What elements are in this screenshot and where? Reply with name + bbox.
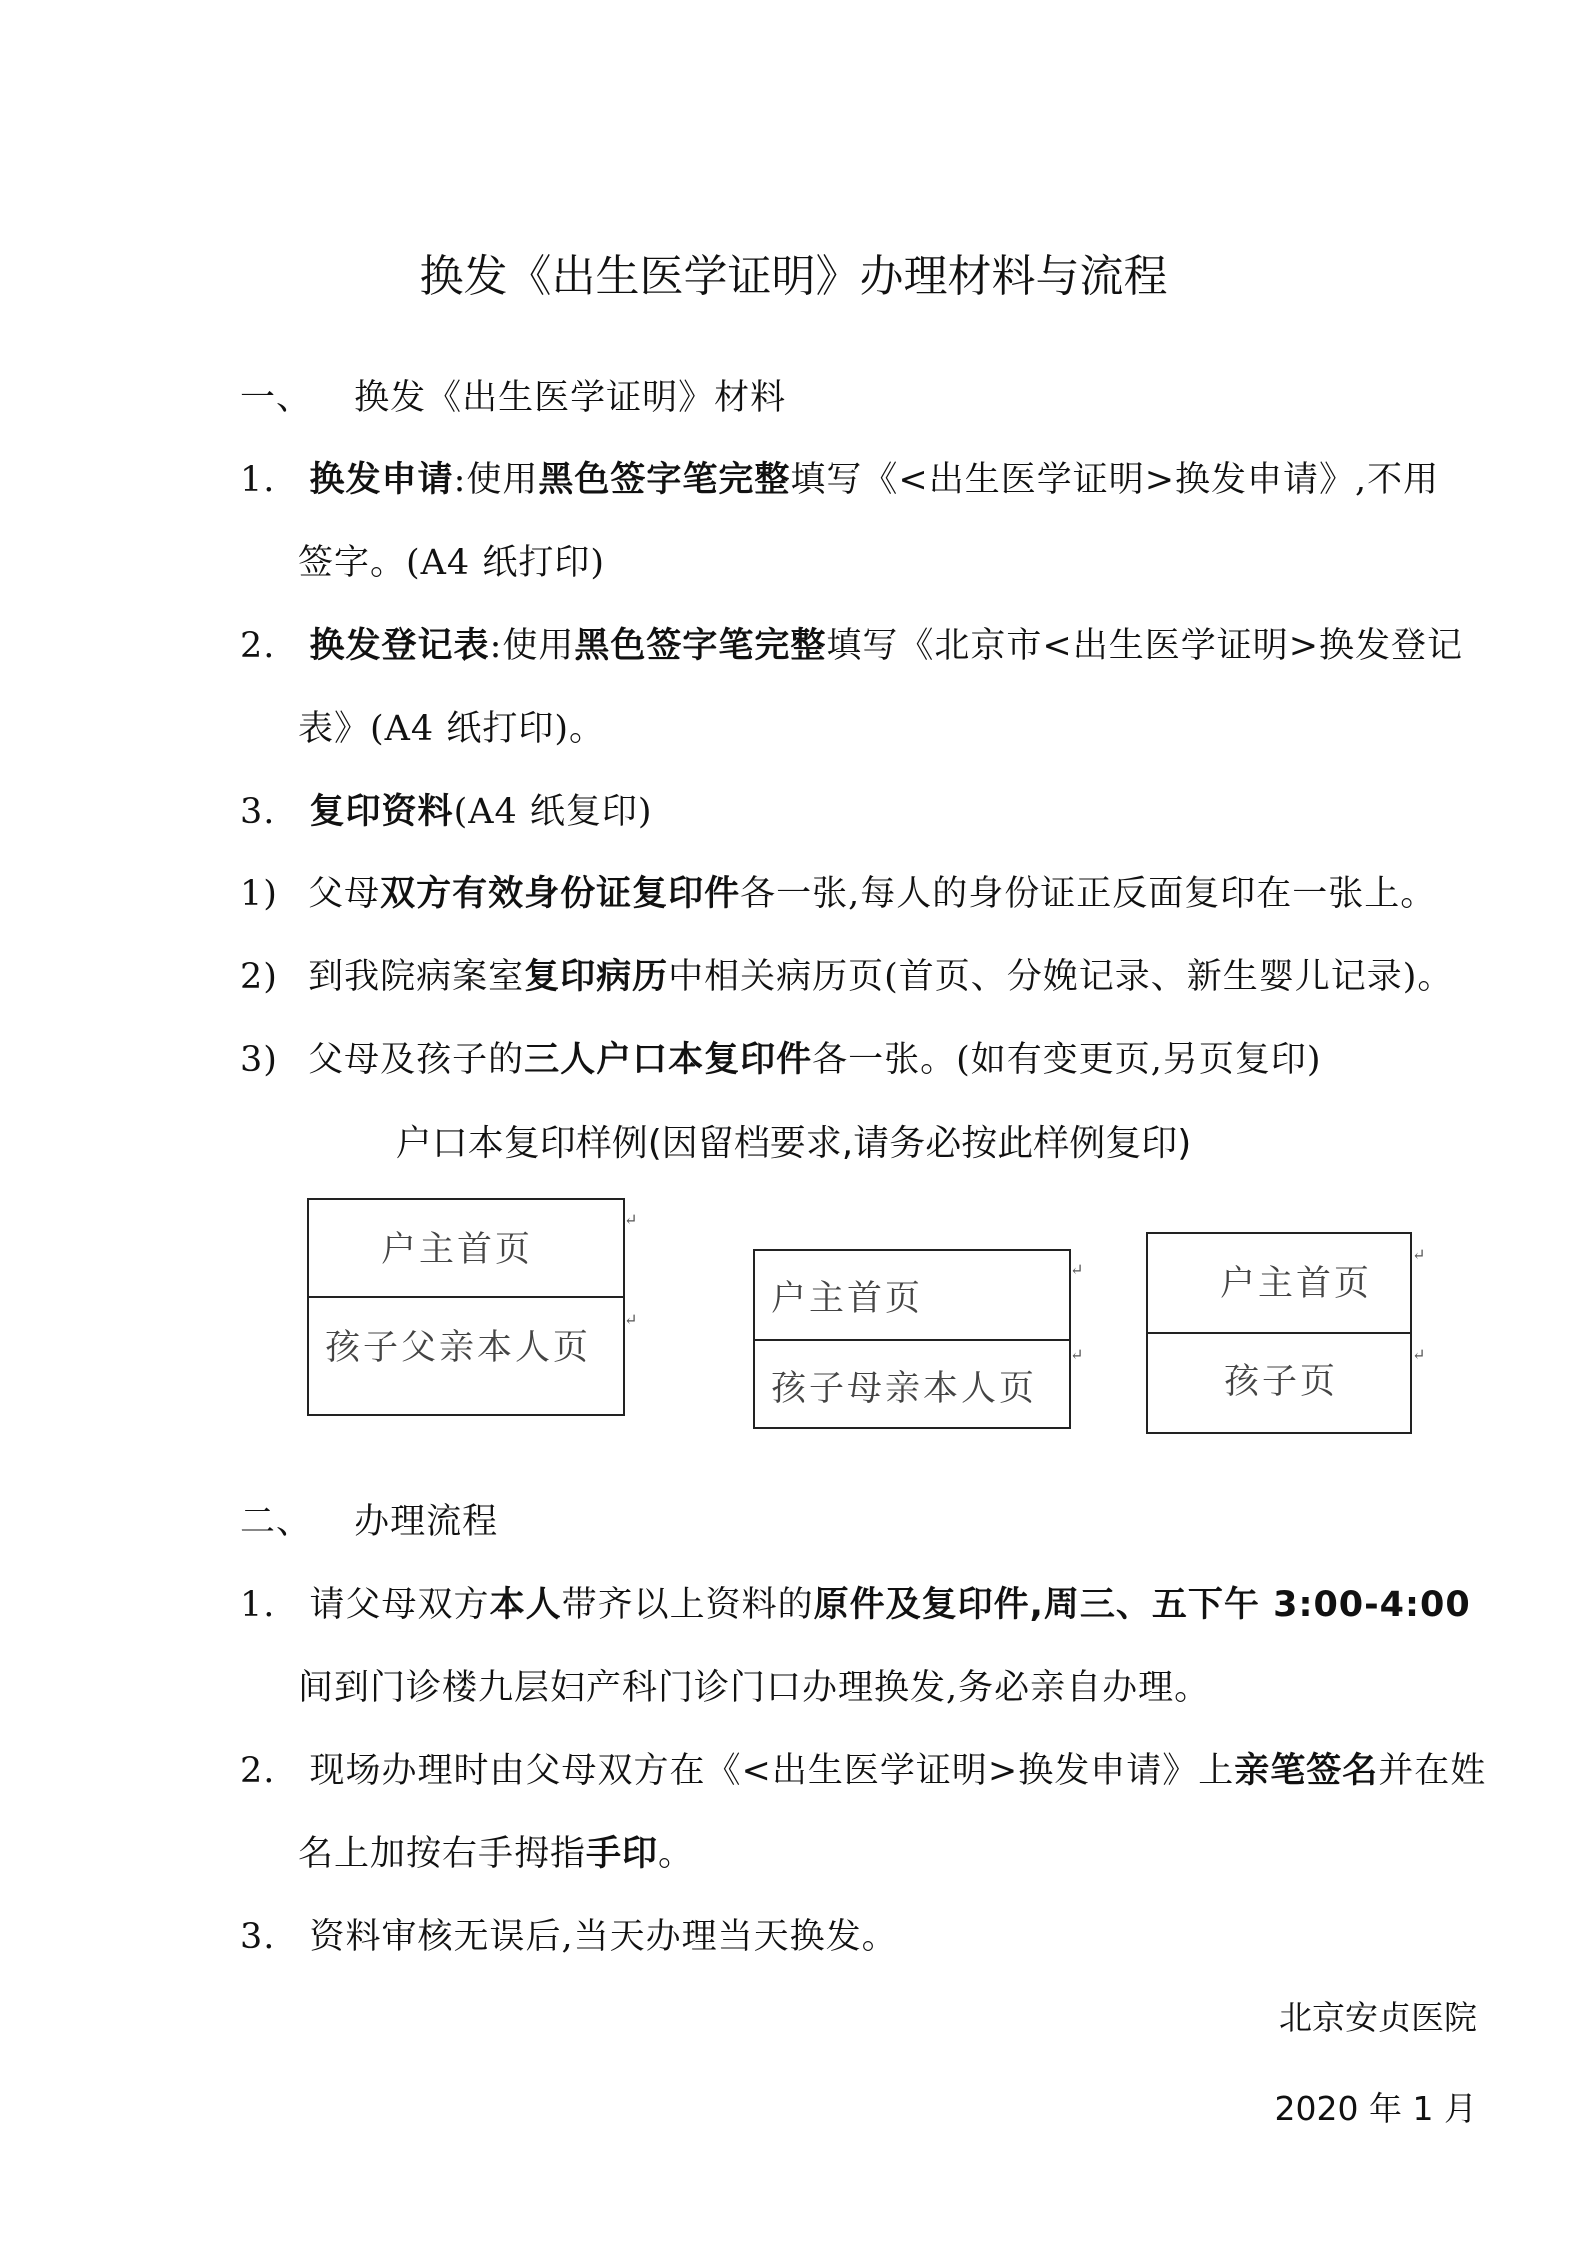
box-top-label: 户主首页	[1220, 1264, 1373, 1304]
item-bold-label: 换发申请	[309, 460, 454, 500]
item-bold-text: 本人	[489, 1585, 562, 1625]
section1-item-1	[240, 452, 1439, 502]
item-text: (A4 纸复印)	[453, 792, 653, 832]
item-bold-text: 原件及复印件	[813, 1585, 1030, 1625]
sample-box-mother	[753, 1249, 1071, 1429]
item-bold-label: 复印资料	[309, 792, 454, 832]
process-item-1-continued: 间到门诊楼九层妇产科门诊门口办理换发,务必亲自办理。	[298, 1668, 1211, 1708]
section1-item-2-continued: 表》(A4 纸打印)。	[298, 709, 605, 749]
box-divider	[755, 1339, 1069, 1341]
return-mark-icon: ↵	[1070, 1260, 1084, 1279]
item-text: 请父母双方	[309, 1585, 490, 1625]
signature-organization: 北京安贞医院	[1279, 1998, 1477, 2037]
item-text: 填写《北京市<出生医学证明>换发登记	[826, 626, 1464, 666]
item-text: 资料审核无误后,当天办理当天换发。	[309, 1917, 898, 1957]
subitem-2	[240, 949, 1453, 999]
subitem-text: 各一张。(如有变更页,另页复印)	[812, 1040, 1322, 1080]
subitem-bold-text: 三人户口本复印件	[524, 1040, 813, 1080]
item-text: 填写《<出生医学证明>换发申请》,不用	[790, 460, 1440, 500]
section1-number: 一、	[240, 378, 313, 418]
section2-title: 办理流程	[354, 1502, 499, 1542]
box-top-label: 户主首页	[381, 1230, 534, 1270]
section2-heading	[240, 1494, 498, 1544]
item-text: 。	[658, 1834, 695, 1874]
subitem-number: 1)	[240, 874, 278, 914]
subitem-3	[240, 1032, 1322, 1082]
section1-heading	[240, 370, 786, 420]
item-number: 3.	[240, 792, 276, 832]
box-divider	[1148, 1332, 1410, 1334]
subitem-bold-text: 双方有效身份证复印件	[380, 874, 741, 914]
item-number: 2.	[240, 1751, 276, 1791]
item-text: 名上加按右手拇指	[298, 1834, 587, 1874]
box-bottom-label: 孩子页	[1224, 1362, 1339, 1402]
subitem-1	[240, 866, 1436, 916]
item-text: :使用	[489, 626, 575, 666]
item-bold-text: 黑色签字笔完整	[538, 460, 791, 500]
item-text: :使用	[453, 460, 539, 500]
item-text: 现场办理时由父母双方在《<出生医学证明>换发申请》上	[309, 1751, 1235, 1791]
signature-date: 2020 年 1 月	[1274, 2089, 1477, 2128]
section2-number: 二、	[240, 1502, 313, 1542]
subitem-text: 各一张,每人的身份证正反面复印在一张上。	[740, 874, 1437, 914]
box-top-label: 户主首页	[771, 1279, 924, 1319]
item-number: 1.	[240, 460, 276, 500]
box-bottom-label: 孩子父亲本人页	[325, 1328, 592, 1368]
item-text: 并在姓	[1378, 1751, 1487, 1791]
item-number: 3.	[240, 1917, 276, 1957]
process-item-3	[240, 1909, 898, 1959]
subitem-bold-text: 复印病历	[524, 957, 669, 997]
process-item-2-continued	[298, 1826, 694, 1876]
subitem-number: 2)	[240, 957, 278, 997]
return-mark-icon: ↵	[624, 1210, 638, 1229]
subitem-text: 父母	[308, 874, 381, 914]
document-title: 换发《出生医学证明》办理材料与流程	[419, 251, 1168, 302]
item-bold-text: 亲笔签名	[1234, 1751, 1379, 1791]
process-item-2	[240, 1743, 1486, 1793]
section1-title: 换发《出生医学证明》材料	[354, 378, 787, 418]
box-bottom-label: 孩子母亲本人页	[771, 1369, 1038, 1409]
item-bold-text: 手印	[586, 1834, 659, 1874]
process-item-1	[240, 1577, 1471, 1627]
sample-box-father	[307, 1198, 625, 1416]
item-number: 1.	[240, 1585, 276, 1625]
subitem-text: 父母及孩子的	[308, 1040, 525, 1080]
item-bold-text: 黑色签字笔完整	[574, 626, 827, 666]
return-mark-icon: ↵	[624, 1310, 638, 1329]
item-number: 2.	[240, 626, 276, 666]
section1-item-1-continued: 签字。(A4 纸打印)	[298, 543, 605, 583]
section1-item-3	[240, 784, 653, 834]
item-bold-label: 换发登记表	[309, 626, 490, 666]
return-mark-icon: ↵	[1412, 1345, 1426, 1364]
item-bold-text: ,周三、五下午 3:00-4:00	[1029, 1585, 1471, 1625]
subitem-text: 到我院病案室	[308, 957, 525, 997]
subitem-text: 中相关病历页(首页、分娩记录、新生婴儿记录)。	[668, 957, 1454, 997]
return-mark-icon: ↵	[1070, 1345, 1084, 1364]
item-text: 带齐以上资料的	[561, 1585, 814, 1625]
sample-title: 户口本复印样例(因留档要求,请务必按此样例复印)	[395, 1123, 1192, 1164]
return-mark-icon: ↵	[1412, 1245, 1426, 1264]
sample-box-child	[1146, 1232, 1412, 1434]
box-divider	[309, 1296, 623, 1298]
subitem-number: 3)	[240, 1040, 278, 1080]
section1-item-2	[240, 618, 1463, 668]
